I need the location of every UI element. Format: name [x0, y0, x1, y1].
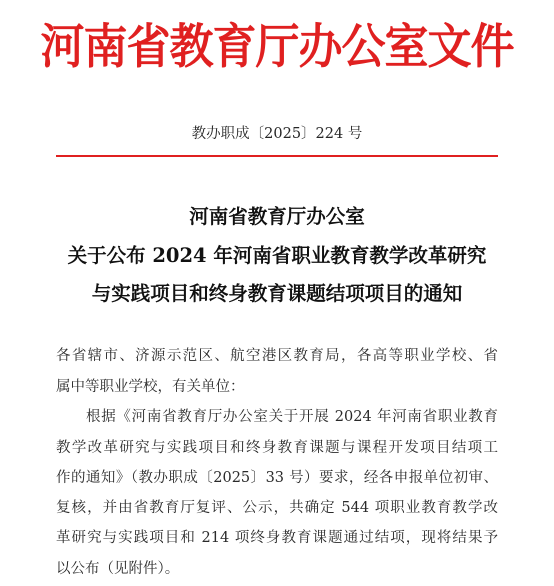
paragraph-line-6: 以公布（见附件）。 — [56, 561, 180, 577]
addressee-line-2: 属中等职业学校，有关单位： — [56, 379, 245, 395]
paragraph-line-5: 革研究与实践项目和 214 项终身教育课题通过结项，现将结果予 — [56, 530, 498, 546]
notice-title-line-1: 河南省教育厅办公室 — [189, 205, 365, 228]
document-number: 教办职成〔2025〕224 号 — [191, 126, 363, 142]
notice-title-line-2: 关于公布 2024 年河南省职业教育教学改革研究 — [67, 244, 487, 267]
document-masthead: 河南省教育厅办公室文件 — [40, 19, 514, 75]
paragraph-line-2: 教学改革研究与实践项目和终身教育课题与课程开发项目结项工 — [56, 440, 498, 456]
notice-title-line-3: 与实践项目和终身教育课题结项项目的通知 — [91, 282, 463, 305]
addressee-line-1: 各省辖市、济源示范区、航空港区教育局，各高等职业学校、省 — [56, 348, 498, 364]
paragraph-line-1: 根据《河南省教育厅办公室关于开展 2024 年河南省职业教育 — [86, 409, 498, 425]
red-separator-rule — [56, 155, 498, 157]
paragraph-line-3: 作的通知》（教办职成〔2025〕33 号）要求，经各申报单位初审、 — [56, 470, 498, 486]
paragraph-line-4: 复核，并由省教育厅复评、公示，共确定 544 项职业教育教学改 — [56, 500, 498, 516]
